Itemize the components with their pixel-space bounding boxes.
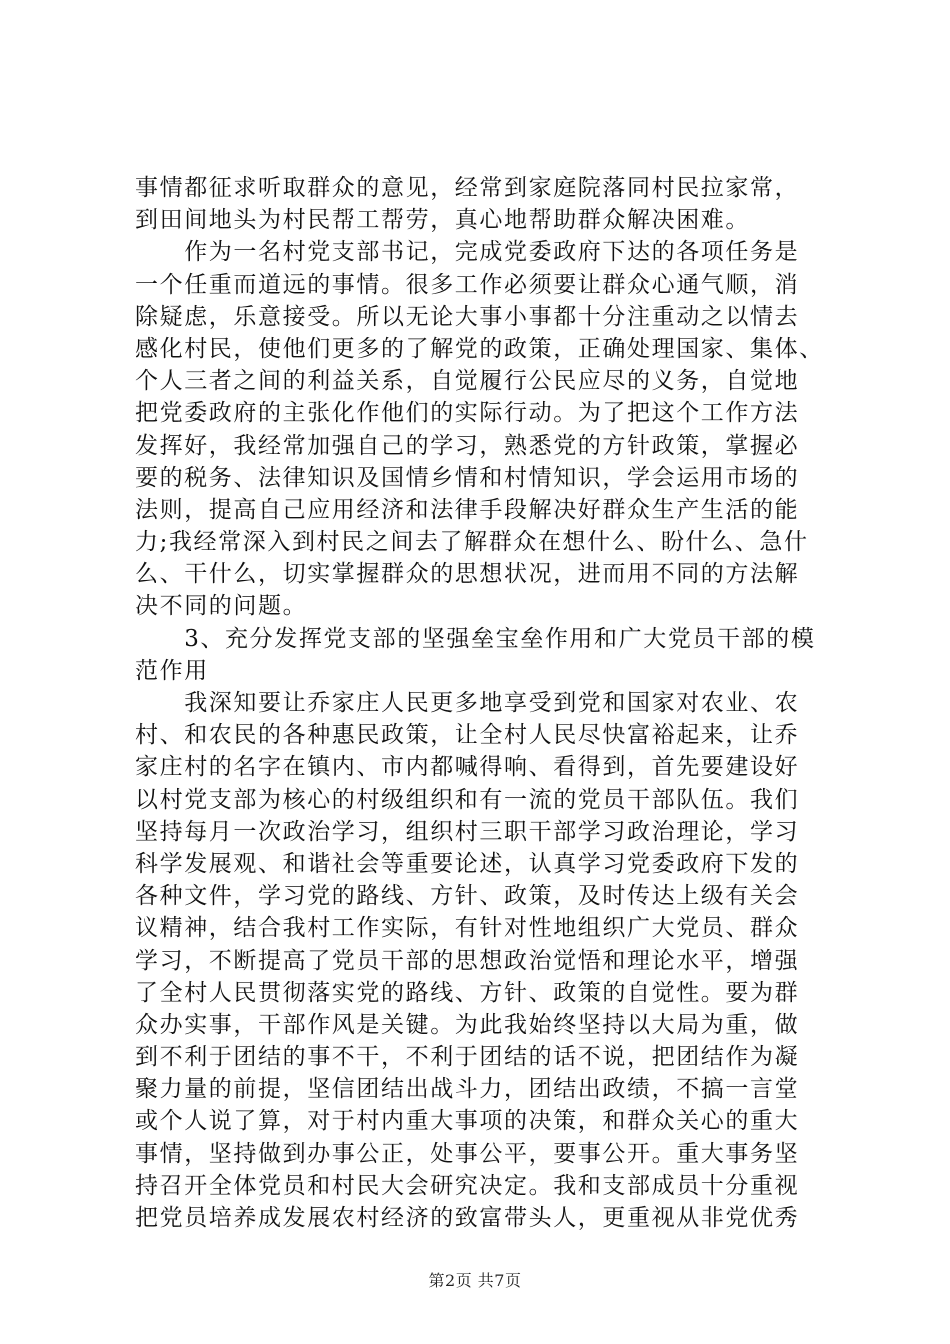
text-line: 我深知要让乔家庄人民更多地享受到党和国家对农业、农 [135,690,800,716]
section-heading-line: 范作用 [135,657,209,684]
text-line: 把党委政府的主张化作他们的实际行动。为了把这个工作方法 [135,400,800,427]
text-line: 各种文件，学习党的路线、方针、政策，及时传达上级有关会 [135,883,800,910]
text-line: 家庄村的名字在镇内、市内都喊得响、看得到，首先要建设好 [135,754,800,781]
page-number-footer: 第2页 共7页 [428,1271,522,1290]
text-line: 感化村民，使他们更多的了解党的政策，正确处理国家、集体、 [135,335,824,362]
text-line: 议精神，结合我村工作实际，有针对性地组织广大党员、群众 [135,915,800,942]
text-line: 坚持每月一次政治学习，组织村三职干部学习政治理论，学习 [135,818,800,845]
text-line: 么、干什么，切实掌握群众的思想状况，进而用不同的方法解 [135,561,800,588]
text-line: 或个人说了算，对于村内重大事项的决策，和群众关心的重大 [135,1108,800,1135]
text-line: 科学发展观、和谐社会等重要论述，认真学习党委政府下发的 [135,850,800,877]
text-line: 要的税务、法律知识及国情乡情和村情知识，学会运用市场的 [135,464,800,491]
text-line: 把党员培养成发展农村经济的致富带头人，更重视从非党优秀 [135,1205,800,1231]
text-line: 到田间地头为村民帮工帮劳，真心地帮助群众解决困难。 [135,207,750,234]
text-line: 众办实事，干部作风是关键。为此我始终坚持以大局为重，做 [135,1011,800,1038]
text-line: 事情，坚持做到办事公正，处事公平，要事公开。重大事务坚 [135,1140,800,1167]
text-line: 作为一名村党支部书记，完成党委政府下达的各项任务是 [135,239,800,266]
text-line: 聚力量的前提，坚信团结出战斗力，团结出政绩，不搞一言堂 [135,1076,800,1103]
text-line: 村、和农民的各种惠民政策，让全村人民尽快富裕起来，让乔 [135,722,800,749]
section-heading-line: 3、充分发挥党支部的坚强垒宝垒作用和广大党员干部的模 [135,625,816,652]
text-line: 学习，不断提高了党员干部的思想政治觉悟和理论水平，增强 [135,947,800,974]
text-line: 一个任重而道远的事情。很多工作必须要让群众心通气顺，消 [135,271,800,298]
text-line: 个人三者之间的利益关系，自觉履行公民应尽的义务，自觉地 [135,368,800,395]
text-line: 力;我经常深入到村民之间去了解群众在想什么、盼什么、急什 [135,529,809,556]
text-line: 持召开全体党员和村民大会研究决定。我和支部成员十分重视 [135,1172,800,1199]
text-line: 发挥好，我经常加强自己的学习，熟悉党的方针政策，掌握必 [135,432,800,459]
text-line: 到不利于团结的事不干，不利于团结的话不说，把团结作为凝 [135,1044,800,1071]
text-line: 事情都征求听取群众的意见，经常到家庭院落同村民拉家常， [135,175,800,201]
text-line: 以村党支部为核心的村级组织和有一流的党员干部队伍。我们 [135,786,800,813]
text-line: 了全村人民贯彻落实党的路线、方针、政策的自觉性。要为群 [135,979,800,1006]
text-line: 除疑虑，乐意接受。所以无论大事小事都十分注重动之以情去 [135,303,800,330]
body-text [135,172,835,1234]
text-line: 决不同的问题。 [135,593,308,620]
text-line: 法则，提高自己应用经济和法律手段解决好群众生产生活的能 [135,496,800,523]
